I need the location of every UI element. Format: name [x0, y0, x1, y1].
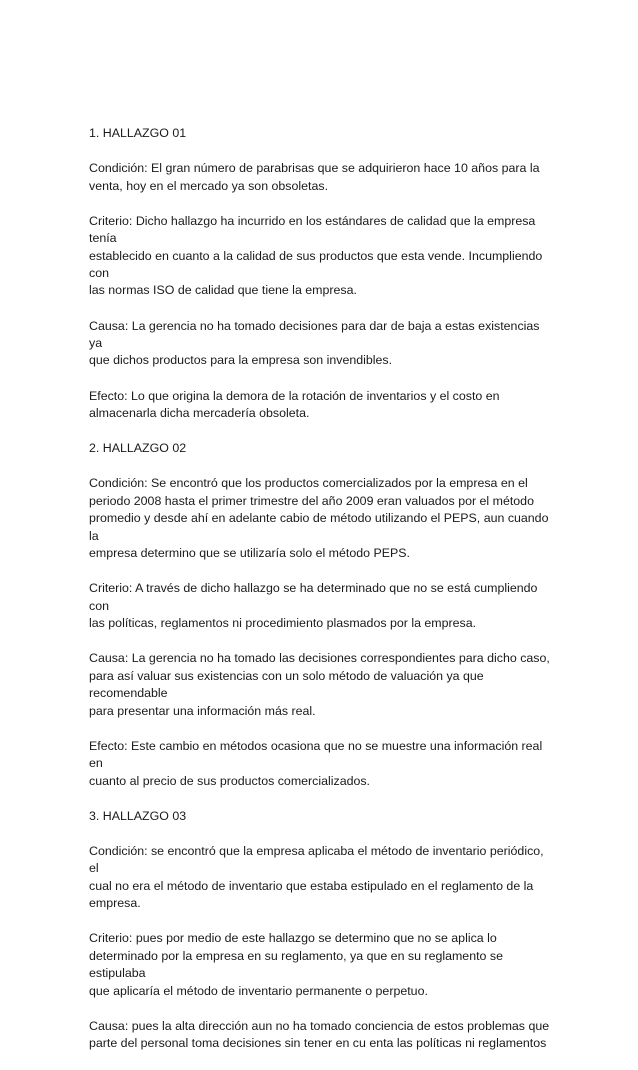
- condition-paragraph-2: Condición: Se encontró que los productos comercializados por la empresa en el periodo 2008 hasta el primer trimestre del año 2009 eran valuados por el método promedio y desde ahí en adelante cabio de método utilizando el PEPS, aun cuando la empresa determino que se utilizaría solo el método PEPS.: [89, 476, 549, 561]
- section-heading-1: 1. HALLAZGO 01: [89, 126, 187, 140]
- section-heading-2: 2. HALLAZGO 02: [89, 441, 187, 456]
- condition-paragraph-3: Condición: se encontró que la empresa aplicaba el método de inventario periódico, el cual no era el método de inventario que estaba estipulado en el reglamento de la empresa.: [89, 843, 544, 911]
- effect-paragraph-1: Efecto: Lo que origina la demora de la rotación de inventarios y el costo en almacenarla dicha mercadería obsoleta.: [89, 388, 500, 421]
- criteria-paragraph-1: Criterio: Dicho hallazgo ha incurrido en los estándares de calidad que la empresa tenía establecido en cuanto a la calidad de sus productos que esta vende. Incumpliendo con las normas ISO de calidad que tiene la empresa.: [89, 213, 543, 298]
- condition-paragraph-1: Condición: El gran número de parabrisas que se adquirieron hace 10 años para la venta, hoy en el mercado ya son obsoletas.: [89, 161, 540, 193]
- cause-paragraph-3: Causa: pues la alta dirección aun no ha tomado conciencia de estos problemas que parte del personal toma decisiones sin tener en cu enta las políticas ni reglamentos: [89, 1018, 550, 1051]
- criteria-paragraph-3: Criterio: pues por medio de este hallazgo se determino que no se aplica lo determinado por la empresa en su reglamento, ya que en su reglamento se estipulaba que aplicaría el método de inventario permanente o perpetuo.: [89, 931, 503, 998]
- document-body: [89, 125, 551, 1070]
- effect-paragraph-2: Efecto: Este cambio en métodos ocasiona que no se muestre una información real en cuanto al precio de sus productos comercializados.: [89, 738, 543, 788]
- criteria-paragraph-2: Criterio: A través de dicho hallazgo se ha determinado que no se está cumpliendo con las políticas, reglamentos ni procedimiento plasmados por la empresa.: [89, 581, 538, 631]
- cause-paragraph-1: Causa: La gerencia no ha tomado decisiones para dar de baja a estas existencias ya que dichos productos para la empresa son invendibles.: [89, 318, 540, 368]
- section-heading-3: 3. HALLAZGO 03: [89, 808, 187, 823]
- cause-paragraph-2: Causa: La gerencia no ha tomado las decisiones correspondientes para dicho caso, para así valuar sus existencias con un solo método de valuación ya que recomendable para presentar una información más real.: [89, 651, 550, 718]
